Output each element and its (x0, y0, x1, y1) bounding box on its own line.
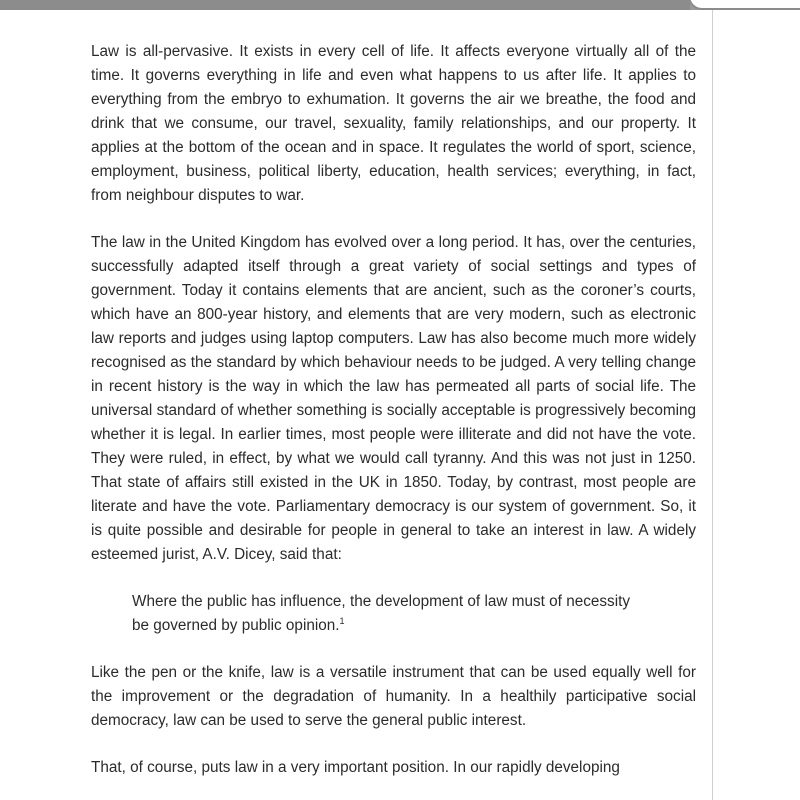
paragraph-3: Like the pen or the knife, law is a versatile instrument that can be used equally well for the improvement or the degradation of humanity. In a healthily participative social democracy, law can be used to serve the general public interest. (91, 664, 696, 729)
paragraph-1: Law is all-pervasive. It exists in every cell of life. It affects everyone virtually all of the time. It governs everything in life and even what happens to us after life. It applies to everything from the embryo to exhumation. It governs the air we breathe, the food and drink that we consume, our travel, sexuality, family relationships, and our property. It applies at the bottom of the ocean and in space. It regulates the world of sport, science, employment, business, political liberty, education, health services; everything, in fact, from neighbour disputes to war. (91, 43, 696, 204)
block-quote (91, 590, 696, 638)
margin-rule (712, 10, 713, 800)
header-tab (688, 0, 800, 10)
paragraph-2: The law in the United Kingdom has evolved over a long period. It has, over the centuries, successfully adapted itself through a great variety of social settings and types of government. Today it contains elements that are ancient, such as the coroner’s courts, which have an 800-year history, and elements that are very modern, such as electronic law reports and judges using laptop computers. Law has also become much more widely recognised as the standard by which behaviour needs to be judged. A very telling change in recent history is the way in which the law has permeated all parts of social life. The universal standard of whether something is socially acceptable is progressively becoming whether it is legal. In earlier times, most people were illiterate and did not have the vote. They were ruled, in effect, by what we would call tyranny. And this was not just in 1250. That state of affairs still existed in the UK in 1850. Today, by contrast, most people are literate and have the vote. Parliamentary democracy is our system of government. So, it is quite possible and desirable for people in general to take an interest in law. A widely esteemed jurist, A.V. Dicey, said that: (91, 234, 696, 563)
quote-text: Where the public has influence, the development of law must of necessity be governed by public opinion. (132, 593, 630, 634)
footnote-marker[interactable]: 1 (339, 615, 345, 626)
paragraph-4: That, of course, puts law in a very important position. In our rapidly developing (91, 759, 620, 776)
page-body (91, 40, 696, 800)
header-band (0, 0, 800, 10)
header-band-left (0, 0, 690, 10)
